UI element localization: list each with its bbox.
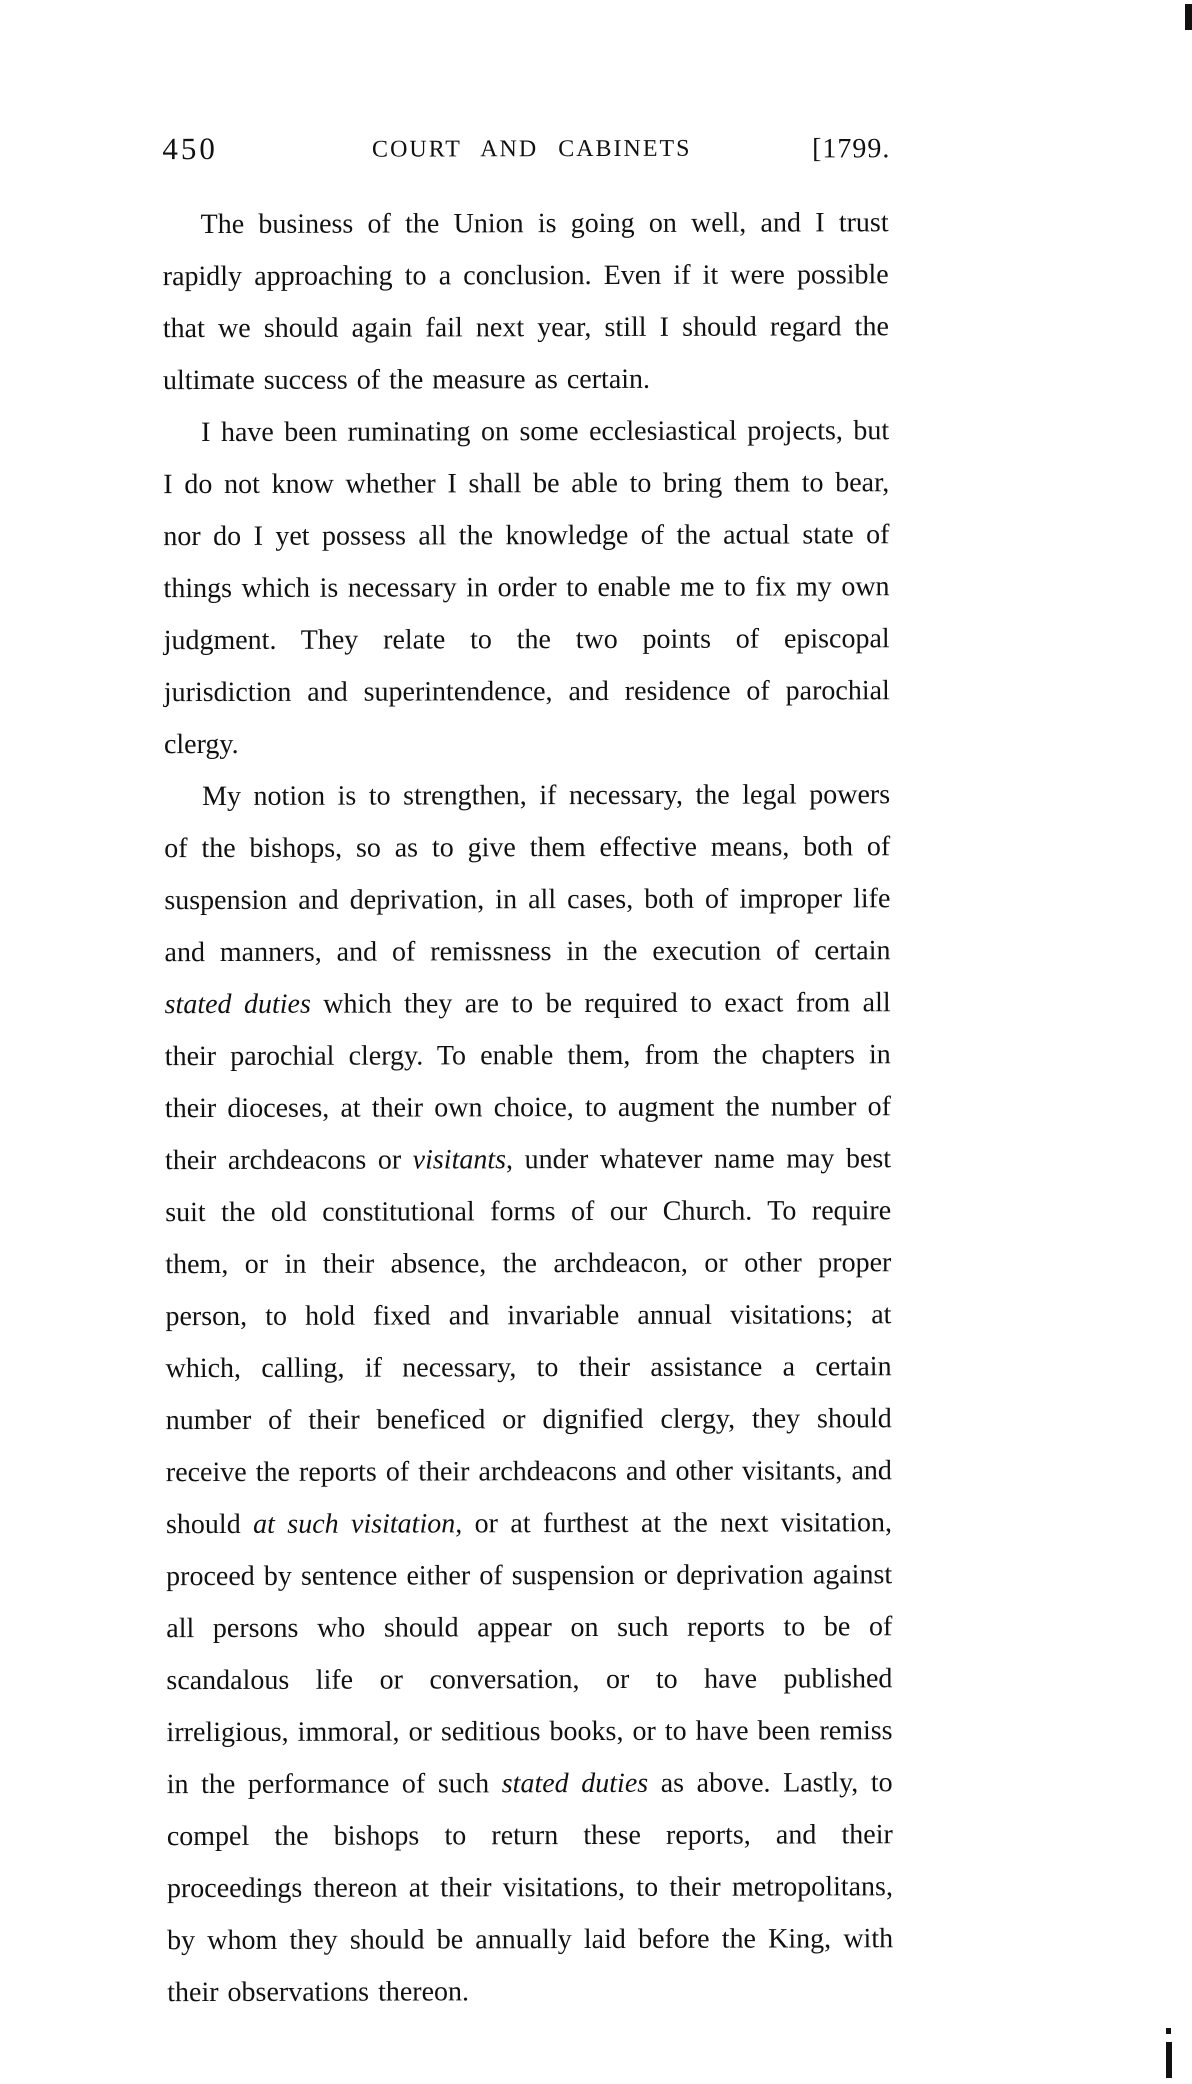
text-run: as above. Lastly, to compel the bishops to return these reports, and their proceedings thereon at their visitations, to their metropolitans, by whom they should be annually laid before the King, with their observations thereon. (166, 1767, 894, 2009)
text-run: which they are to be required to exact from all their parochial clergy. To enable them, from the chapters in their dioceses, at their own choice, to augment the number of their archdeacons or (164, 987, 891, 1177)
text-run: , under whatever name may best suit the old constitutional forms of our Church. To require them, or in their absence, the archdeacon, or other proper person, to hold fixed and invariable annual visitations; at which, calling, if necessary, to their assistance a certain number of their beneficed or dignified clergy, they should receive the reports of their archdeacons and other visitants, and should (165, 1143, 892, 1541)
running-title: COURT AND CABINETS (372, 135, 692, 163)
scan-artifact-top-right (1185, 4, 1192, 30)
italic-phrase: visitants (412, 1144, 507, 1176)
italic-phrase: stated duties (501, 1767, 649, 1800)
text-run: My notion is to strengthen, if necessary, the legal powers of the bishops, so as to give them effective means, both of suspension and deprivation, in all cases, both of improper life and manners, and of remissness in the execution of certain (164, 779, 891, 969)
scan-artifact-bottom-dot (1166, 2028, 1171, 2034)
paragraph (163, 405, 890, 771)
text-block (163, 197, 894, 2019)
page-number: 450 (162, 130, 218, 167)
text-run: The business of the Union is going on well, and I trust rapidly approaching to a conclusion. Even if it were possible that we should again fail next year, still I should regard the ultimate success of the measure as certain. (162, 207, 889, 397)
year-marker: [1799. (812, 133, 891, 165)
page-header (160, 127, 890, 175)
paragraph (163, 197, 890, 407)
text-run: I have been ruminating on some ecclesiastical projects, but I do not know whether I shall be able to bring them to bear, nor do I yet possess all the knowledge of the actual state of things which is necessary in order to enable me to fix my own judgment. They relate to the two points of episcopal jurisdiction and superintendence, and residence of parochial clergy. (163, 415, 890, 761)
scan-artifact-bottom-bar (1166, 2042, 1172, 2078)
italic-phrase: stated duties (164, 988, 311, 1021)
paragraph (164, 769, 893, 2019)
italic-phrase: at such visitation, (253, 1508, 463, 1540)
text-run: or at furthest at the next visitation, proceed by sentence either of suspension or deprivation against all persons who should appear on such reports to be of scandalous life or conversation, or to have published irreligious, immoral, or seditious books, or to have been remiss in the performance of such (166, 1507, 893, 1801)
